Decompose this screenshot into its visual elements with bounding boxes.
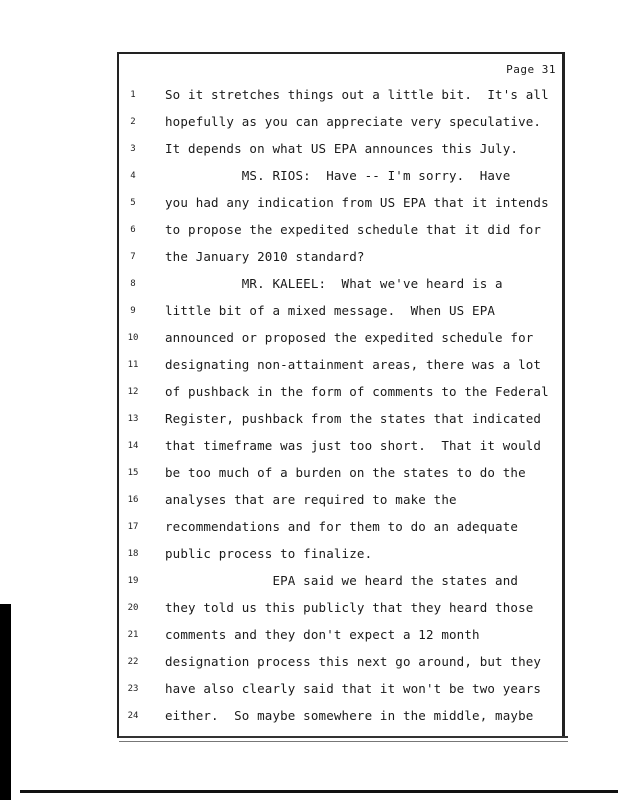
- line-number: 1: [130, 90, 136, 100]
- line-number: 23: [127, 684, 139, 694]
- line-number: 4: [130, 171, 136, 181]
- line-number: 24: [127, 711, 139, 721]
- transcript-line: [0, 384, 618, 410]
- frame-bottom-rule: [119, 736, 568, 738]
- line-text: Register, pushback from the states that indicated: [165, 411, 542, 426]
- transcript-line: [0, 465, 618, 491]
- line-number: 22: [127, 657, 139, 667]
- line-number: 20: [127, 603, 139, 613]
- line-number: 3: [130, 144, 136, 154]
- line-number: 17: [127, 522, 139, 532]
- frame-bottom-rule-thin: [119, 741, 568, 742]
- line-number: 18: [127, 549, 139, 559]
- transcript-line: [0, 519, 618, 545]
- transcript-line: [0, 222, 618, 248]
- transcript-line: [0, 141, 618, 167]
- line-number: 14: [127, 441, 139, 451]
- transcript-line: [0, 438, 618, 464]
- line-number: 7: [130, 252, 136, 262]
- transcript-line: [0, 708, 618, 734]
- line-text: to propose the expedited schedule that it did for: [165, 222, 542, 237]
- line-text: little bit of a mixed message. When US EPA: [165, 303, 496, 318]
- line-text: analyses that are required to make the: [165, 492, 457, 507]
- transcript-line: [0, 573, 618, 599]
- line-text: announced or proposed the expedited schedule for: [165, 330, 534, 345]
- line-text: comments and they don't expect a 12 month: [165, 627, 480, 642]
- transcript-line: [0, 411, 618, 437]
- line-text: you had any indication from US EPA that it intends: [165, 195, 549, 210]
- transcript-line: [0, 492, 618, 518]
- line-text: MR. KALEEL: What we've heard is a: [165, 276, 503, 291]
- line-text: It depends on what US EPA announces this July.: [165, 141, 519, 156]
- line-text: of pushback in the form of comments to the Federal: [165, 384, 549, 399]
- line-text: hopefully as you can appreciate very speculative.: [165, 114, 542, 129]
- line-text: recommendations and for them to do an adequate: [165, 519, 519, 534]
- transcript-line: [0, 600, 618, 626]
- transcript-line: [0, 87, 618, 113]
- line-number: 16: [127, 495, 139, 505]
- transcript-line: [0, 330, 618, 356]
- transcript-line: [0, 627, 618, 653]
- transcript-line: [0, 681, 618, 707]
- transcript-line: [0, 546, 618, 572]
- line-number: 6: [130, 225, 136, 235]
- line-text: be too much of a burden on the states to do the: [165, 465, 526, 480]
- line-text: either. So maybe somewhere in the middle, maybe: [165, 708, 534, 723]
- line-number: 11: [127, 360, 139, 370]
- transcript-line: [0, 276, 618, 302]
- line-number: 2: [130, 117, 136, 127]
- line-number: 15: [127, 468, 139, 478]
- line-text: designating non-attainment areas, there was a lot: [165, 357, 542, 372]
- transcript-line: [0, 114, 618, 140]
- line-number: 5: [130, 198, 136, 208]
- line-text: designation process this next go around, but they: [165, 654, 542, 669]
- line-number: 9: [130, 306, 136, 316]
- line-number: 19: [127, 576, 139, 586]
- scan-bottom-edge: [20, 790, 618, 793]
- transcript-line: [0, 168, 618, 194]
- line-text: So it stretches things out a little bit. It's all: [165, 87, 549, 102]
- transcript-line: [0, 303, 618, 329]
- line-number: 12: [127, 387, 139, 397]
- line-number: 13: [127, 414, 139, 424]
- line-text: EPA said we heard the states and: [165, 573, 519, 588]
- line-text: MS. RIOS: Have -- I'm sorry. Have: [165, 168, 511, 183]
- transcript-line: [0, 654, 618, 680]
- transcript-line: [0, 195, 618, 221]
- transcript-line: [0, 249, 618, 275]
- line-number: 8: [130, 279, 136, 289]
- line-text: that timeframe was just too short. That it would: [165, 438, 542, 453]
- page-number: Page 31: [506, 63, 556, 76]
- line-number: 21: [127, 630, 139, 640]
- transcript-line: [0, 357, 618, 383]
- line-text: they told us this publicly that they heard those: [165, 600, 534, 615]
- line-number: 10: [127, 333, 139, 343]
- line-text: public process to finalize.: [165, 546, 373, 561]
- line-text: have also clearly said that it won't be two years: [165, 681, 542, 696]
- line-text: the January 2010 standard?: [165, 249, 365, 264]
